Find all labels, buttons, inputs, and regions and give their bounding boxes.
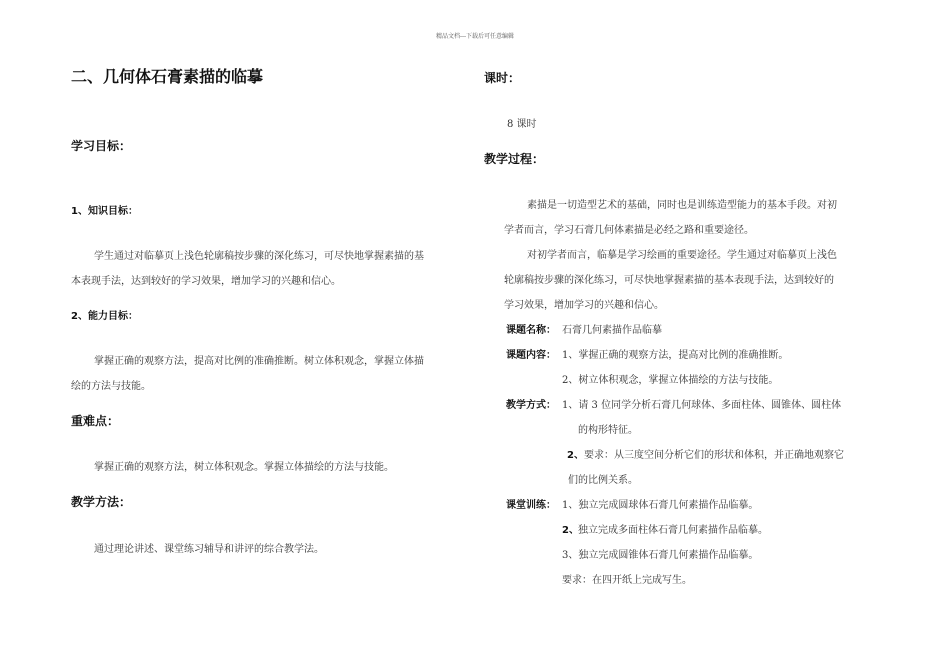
ability-text-line1: 掌握正确的观察方法，提高对比例的准确推断。树立体积观念，掌握立体描 — [94, 356, 424, 367]
style-item-2-line2: 们的比例关系。 — [568, 475, 638, 486]
content-label: 课题内容： — [506, 350, 556, 361]
header-note: 精品文档---下载后可任意编辑 — [435, 33, 515, 40]
content-item-1: 1、掌握正确的观察方法，提高对比例的准确推断。 — [562, 350, 789, 361]
process-heading: 教学过程： — [484, 152, 545, 166]
knowledge-text-line1: 学生通过对临摹页上浅色轮廓稿按步骤的深化练习，可尽快地掌握素描的基 — [94, 251, 424, 262]
para2-line2: 轮廓稿按步骤的深化练习，可尽快地掌握素描的基本表现手法，达到较好的 — [504, 275, 834, 286]
knowledge-heading: 1、知识目标： — [71, 206, 138, 217]
topic-label: 课题名称： — [506, 325, 556, 336]
practice-item-2-number: 2、 — [562, 525, 579, 536]
lesson-title: 二、几何体石膏素描的临摹 — [71, 67, 264, 86]
requirement-text: 要求：在四开纸上完成写生。 — [562, 575, 692, 586]
style-item-1-line1: 1、请 3 位同学分析石膏几何球体、多面柱体、圆锥体、圆柱体 — [562, 400, 842, 411]
objectives-heading: 学习目标： — [71, 139, 132, 153]
practice-item-3: 3、独立完成圆锥体石膏几何素描作品临摹。 — [562, 550, 759, 561]
style-item-1-line2: 的构形特征。 — [578, 425, 638, 436]
para2-line3: 学习效果，增加学习的兴趣和信心。 — [504, 300, 664, 311]
topic-value: 石膏几何素描作品临摹 — [562, 325, 662, 336]
practice-item-1: 1、独立完成圆球体石膏几何素描作品临摹。 — [562, 500, 759, 511]
style-item-2-line1: 要求：从三度空间分析它们的形状和体积，并正确地观察它 — [584, 450, 844, 461]
hours-text: 8 课时 — [507, 119, 537, 130]
intro-line1: 素描是一切造型艺术的基础，同时也是训练造型能力的基本手段。对初 — [527, 200, 837, 211]
ability-heading: 2、能力目标： — [71, 311, 138, 322]
content-item-2: 2、树立体积观念，掌握立体描绘的方法与技能。 — [562, 375, 779, 386]
method-heading: 教学方法： — [71, 495, 132, 509]
method-text: 通过理论讲述、课堂练习辅导和讲评的综合教学法。 — [94, 544, 324, 555]
difficulty-text: 掌握正确的观察方法，树立体积观念。掌握立体描绘的方法与技能。 — [94, 462, 394, 473]
para2-line1: 对初学者而言，临摹是学习绘画的重要途径。学生通过对临摹页上浅色 — [527, 250, 837, 261]
ability-text-line2: 绘的方法与技能。 — [71, 381, 151, 392]
style-item-2-number: 2、 — [567, 450, 584, 461]
practice-label: 课堂训练： — [506, 500, 556, 511]
style-label: 教学方式： — [506, 400, 556, 411]
knowledge-text-line2: 本表现手法，达到较好的学习效果，增加学习的兴趣和信心。 — [71, 276, 341, 287]
practice-item-2: 独立完成多面柱体石膏几何素描作品临摹。 — [578, 525, 768, 536]
difficulty-heading: 重难点： — [71, 414, 120, 428]
intro-line2: 学者而言，学习石膏几何体素描是必经之路和重要途径。 — [504, 225, 754, 236]
hours-heading: 课时： — [484, 71, 521, 85]
